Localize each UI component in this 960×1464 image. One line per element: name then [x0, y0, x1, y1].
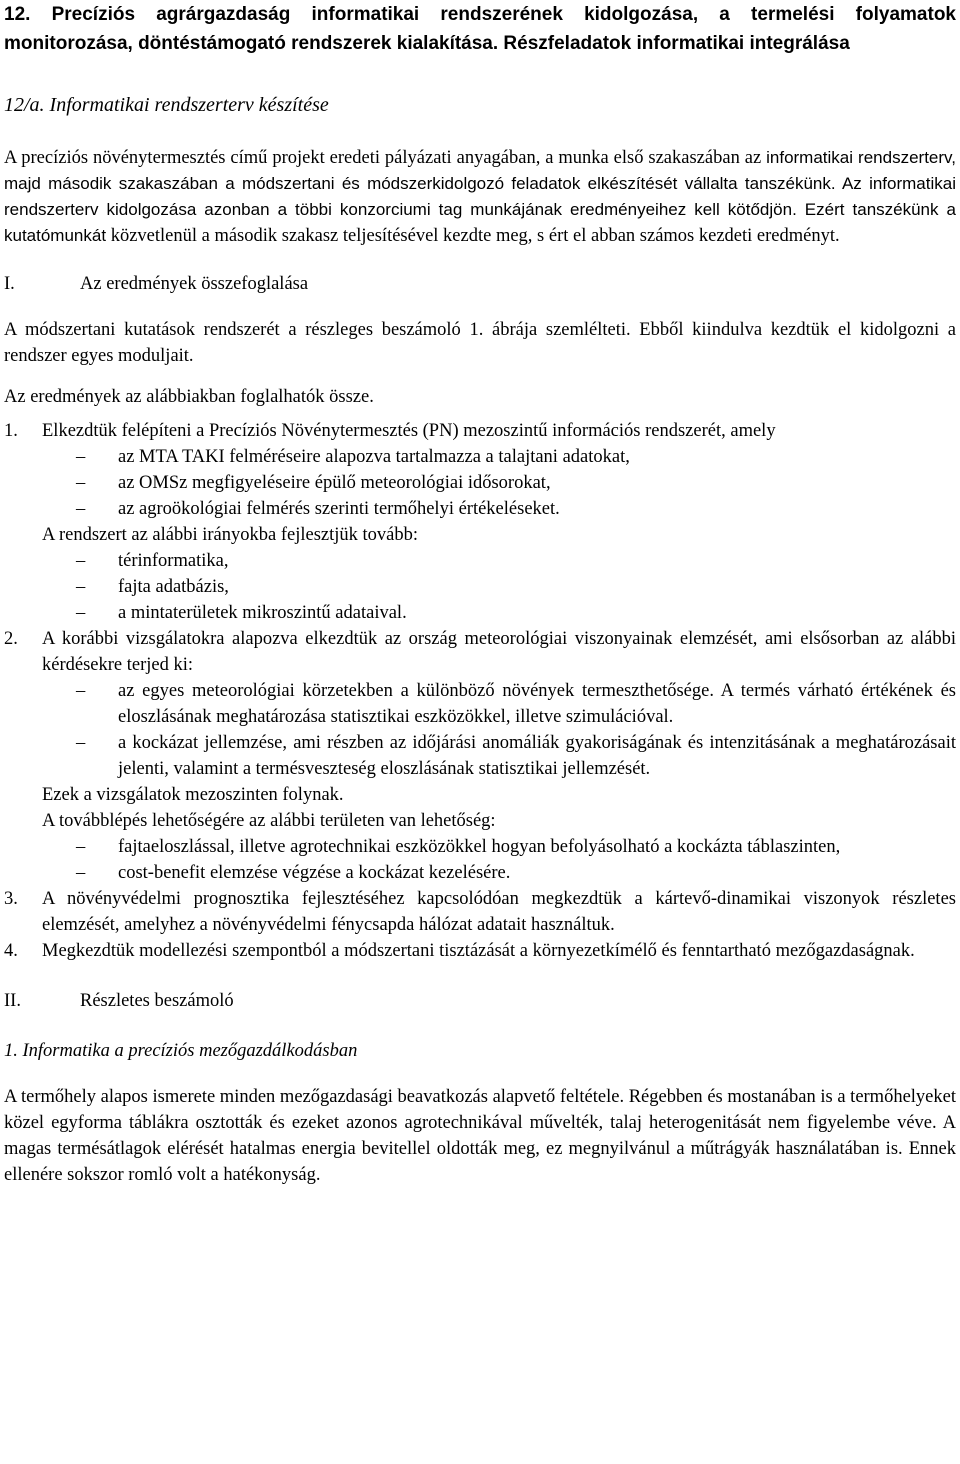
dash-item: – az agroökológiai felmérés szerinti termőhelyi értékeléseket. [42, 496, 956, 522]
dash-list [42, 444, 956, 522]
item-text: Megkezdtük modellezési szempontból a módszertani tisztázását a környezetkímélő és fenntartható mezőgazdaságnak. [42, 941, 915, 961]
list-item [4, 886, 956, 938]
item-text-3: A továbblépés lehetőségére az alábbi területen van lehetőség: [42, 811, 496, 831]
dash-item: – az MTA TAKI felméréseire alapozva tartalmazza a talajtani adatokat, [42, 444, 956, 470]
dash-item: – a kockázat jellemzése, ami részben az időjárási anomáliák gyakoriságának és intenzitásának a meghatározásait jelenti, valamint a termésveszteség eloszlásának statisztikai jellemzését. [42, 730, 956, 782]
item-number: 3. [4, 889, 18, 909]
section-heading-2 [4, 988, 956, 1014]
intro-part-3: közvetlenül a második szakasz teljesítésével kezdte meg, s ért el abban számos kezdeti eredményt. [110, 226, 840, 246]
dash-icon: – [76, 551, 86, 571]
intro-part-1: A precíziós növénytermesztés című projekt eredeti pályázati anyagában, a munka első szakaszában az [4, 148, 762, 168]
dash-item: – fajta adatbázis, [42, 574, 956, 600]
intro-part-2: informatikai rendszerterv, majd második szakaszában a módszertani és módszerkidolgozó feladatok elkészítését vállalta tanszékünk. Az informatikai rendszerterv kidolgozása azonban a többi konzorciumi tag munkájának eredményeihez kell kötődjön. Ezért tanszékünk a kutatómunkát [4, 148, 956, 245]
dash-icon: – [76, 837, 86, 857]
section-heading-1 [4, 271, 956, 297]
item-text-2: A rendszert az alábbi irányokba fejlesztjük tovább: [42, 525, 419, 545]
dash-item: – cost-benefit elemzése végzése a kockázat kezelésére. [42, 860, 956, 886]
item-number: 4. [4, 941, 18, 961]
dash-icon: – [76, 863, 86, 883]
item-number: 2. [4, 629, 18, 649]
document-title: 12. Precíziós agrárgazdaság informatikai rendszerének kidolgozása, a termelési folyamatok monitorozása, döntéstámogató rendszerek kialakítása. Részfeladatok informatikai integrálása [4, 4, 956, 54]
section-title: Részletes beszámoló [80, 991, 234, 1011]
item-text: Elkezdtük felépíteni a Precíziós Növénytermesztés (PN) mezoszintű információs rendszerét, amely [42, 421, 776, 441]
item-number: 1. [4, 421, 18, 441]
list-item [4, 626, 956, 886]
list-item [4, 418, 956, 626]
dash-list [42, 834, 956, 886]
dash-icon: – [76, 447, 86, 467]
dash-icon: – [76, 499, 86, 519]
section-title: Az eredmények összefoglalása [80, 274, 309, 294]
section-number: II. [4, 991, 21, 1011]
dash-icon: – [76, 603, 86, 623]
dash-list [42, 678, 956, 782]
dash-item: – a mintaterületek mikroszintű adataival. [42, 600, 956, 626]
item-text: A növényvédelmi prognosztika fejlesztéséhez kapcsolódóan megkezdtük a kártevő-dinamikai viszonyok részletes elemzését, amelyhez a növényvédelmi fénycsapda hálózat adatait használtuk. [42, 889, 956, 935]
dash-list [42, 548, 956, 626]
intro-paragraph [4, 145, 956, 249]
dash-item: – az OMSz megfigyeléseire épülő meteorológiai idősorokat, [42, 470, 956, 496]
subsection-heading: 1. Informatika a precíziós mezőgazdálkodásban [4, 1041, 358, 1061]
dash-icon: – [76, 733, 86, 753]
section-number: I. [4, 274, 15, 294]
body-paragraph: A termőhely alapos ismerete minden mezőgazdasági beavatkozás alapvető feltétele. Régebben és mostanában is a termőhelyeket közel egyforma táblákra osztották és ezeket azonos agrotechnikával művelték, talaj heterogenitását nem figyelembe véve. A magas termésátlagok elérését hatalmas energia bevitellel oldották meg, ez megnyilvánul a műtrágyák használatában is. Ennek ellenére sokszor romló volt a hatékonyság. [4, 1087, 956, 1185]
dash-item: – térinformatika, [42, 548, 956, 574]
item-text: A korábbi vizsgálatokra alapozva elkezdtük az ország meteorológiai viszonyainak elemzését, ami elsősorban az alábbi kérdésekre terjed ki: [42, 629, 956, 675]
dash-item: – fajtaeloszlással, illetve agrotechnikai eszközökkel hogyan befolyásolható a kockázta táblaszinten, [42, 834, 956, 860]
dash-icon: – [76, 577, 86, 597]
item-text-2: Ezek a vizsgálatok mezoszinten folynak. [42, 785, 344, 805]
dash-icon: – [76, 681, 86, 701]
list-item [4, 938, 956, 964]
dash-icon: – [76, 473, 86, 493]
modules-paragraph: A módszertani kutatások rendszerét a részleges beszámoló 1. ábrája szemlélteti. Ebből kiindulva kezdtük el kidolgozni a rendszer egyes moduljait. [4, 320, 956, 366]
subsection-title: 12/a. Informatikai rendszerterv készítése [4, 94, 329, 116]
dash-item: – az egyes meteorológiai körzetekben a különböző növények termeszthetősége. A termés várható értékének és eloszlásának meghatározása statisztikai eszközökkel, illetve szimulációval. [42, 678, 956, 730]
summary-paragraph: Az eredmények az alábbiakban foglalhatók össze. [4, 387, 374, 407]
